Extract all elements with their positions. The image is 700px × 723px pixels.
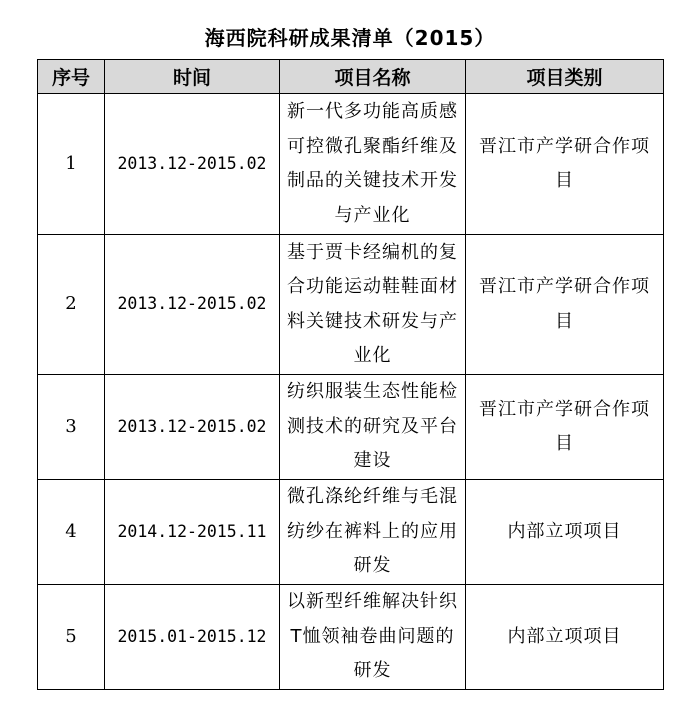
row-period: 2013.12-2015.02 — [105, 375, 280, 480]
page-title: 海西院科研成果清单（2015） — [204, 26, 496, 50]
table-row — [38, 94, 664, 235]
table-row — [38, 235, 664, 375]
header-project-category: 项目类别 — [466, 60, 664, 94]
row-period: 2014.12-2015.11 — [105, 480, 280, 585]
row-project-name: 基于贾卡经编机的复合功能运动鞋鞋面材料关键技术研发与产业化 — [280, 235, 466, 375]
row-project-category: 内部立项项目 — [466, 585, 664, 690]
table-row — [38, 585, 664, 690]
row-index: 3 — [38, 375, 105, 480]
row-index: 2 — [38, 235, 105, 375]
row-index: 4 — [38, 480, 105, 585]
row-index: 1 — [38, 94, 105, 235]
row-project-category: 晋江市产学研合作项目 — [466, 94, 664, 235]
row-project-category: 内部立项项目 — [466, 480, 664, 585]
header-project-name: 项目名称 — [280, 60, 466, 94]
table-row — [38, 480, 664, 585]
row-period: 2013.12-2015.02 — [105, 94, 280, 235]
row-period: 2015.01-2015.12 — [105, 585, 280, 690]
row-project-name: 微孔涤纶纤维与毛混纺纱在裤料上的应用研发 — [280, 480, 466, 585]
row-project-name: 以新型纤维解决针织T恤领袖卷曲问题的研发 — [280, 585, 466, 690]
header-period: 时间 — [105, 60, 280, 94]
table-row — [38, 375, 664, 480]
row-project-name: 新一代多功能高质感可控微孔聚酯纤维及制品的关键技术开发与产业化 — [280, 94, 466, 235]
row-index: 5 — [38, 585, 105, 690]
header-index: 序号 — [38, 60, 105, 94]
results-table — [37, 59, 664, 690]
row-project-category: 晋江市产学研合作项目 — [466, 375, 664, 480]
row-project-category: 晋江市产学研合作项目 — [466, 235, 664, 375]
row-project-name: 纺织服装生态性能检测技术的研究及平台建设 — [280, 375, 466, 480]
table-header-row — [38, 60, 664, 94]
row-period: 2013.12-2015.02 — [105, 235, 280, 375]
